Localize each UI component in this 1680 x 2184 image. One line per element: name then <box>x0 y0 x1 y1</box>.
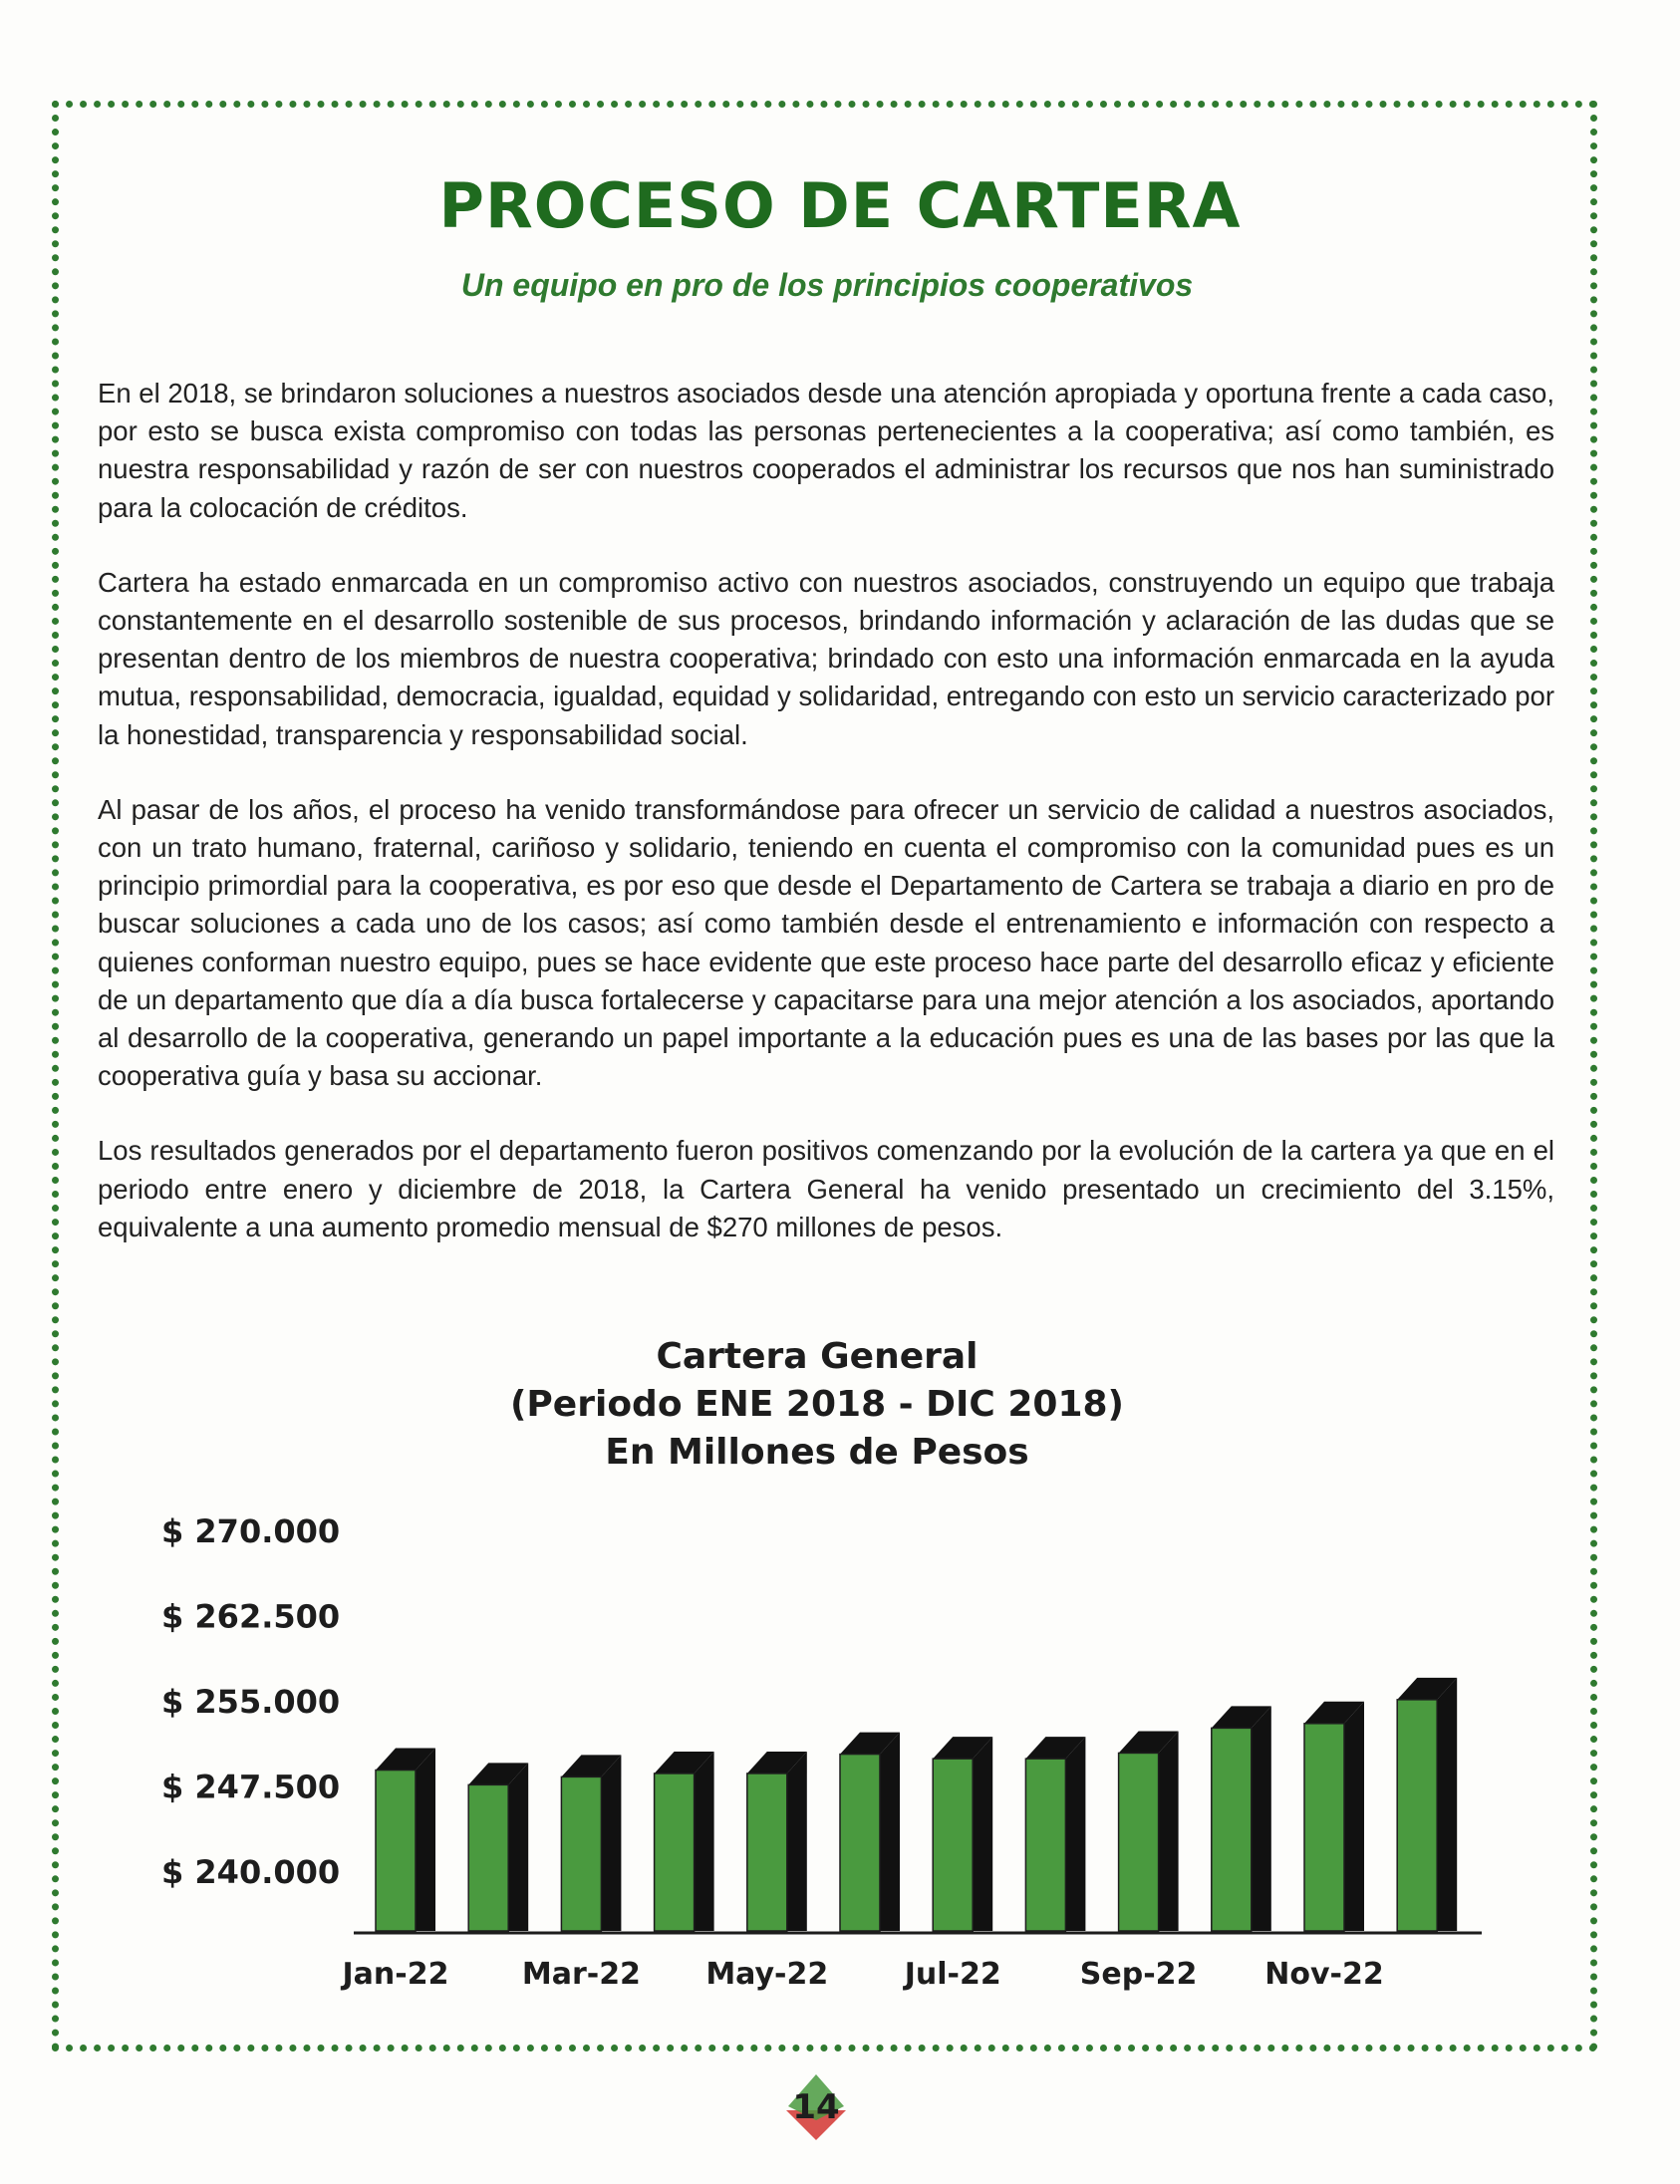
bar-front <box>655 1774 695 1931</box>
bar-Jul-22 <box>933 1737 992 1931</box>
bar-Apr-22 <box>655 1752 714 1931</box>
bar-side <box>1437 1678 1457 1931</box>
bar-front <box>840 1755 880 1931</box>
y-tick-label: $ 240.000 <box>161 1853 341 1891</box>
page-number: 14 <box>792 2087 840 2127</box>
paragraph-4: Los resultados generados por el departamento fueron positivos comenzando por la evolución de la cartera ya que en el periodo entre enero y diciembre de 2018, la Cartera General ha venido presentado un crecimiento del 3.15%, equivalente a una aumento promedio mensual de $270 millones de pesos. <box>98 1135 1554 1242</box>
bar-front <box>561 1776 601 1931</box>
page-subtitle: Un equipo en pro de los principios cooperativos <box>460 267 1194 303</box>
y-axis-ticks <box>161 1512 340 1891</box>
bar-side <box>973 1737 992 1931</box>
bar-Mar-22 <box>561 1755 621 1931</box>
x-tick-label: Mar-22 <box>521 1957 641 1992</box>
page-number-badge <box>780 2070 852 2142</box>
paragraph-1: En el 2018, se brindaron soluciones a nuestros asociados desde una atención apropiada y oportuna frente a cada caso, por esto se busca exista compromiso con todas las personas pertenecientes a la cooperativa; así como también, es nuestra responsabilidad y razón de ser con nuestros cooperados el administrar los recursos que nos han suministrado para la colocación de créditos. <box>98 378 1554 523</box>
x-tick-label: May-22 <box>705 1957 829 1992</box>
bar-front <box>1304 1724 1344 1931</box>
bar-front <box>933 1759 973 1931</box>
x-tick-label: Sep-22 <box>1079 1957 1198 1992</box>
bar-Aug-22 <box>1025 1737 1085 1931</box>
bar-front <box>1397 1700 1437 1931</box>
y-tick-label: $ 255.000 <box>161 1683 341 1721</box>
page-title: PROCESO DE CARTERA <box>438 169 1242 242</box>
bar-side <box>1252 1706 1271 1931</box>
x-tick-label: Jan-22 <box>342 1957 449 1992</box>
bar-front <box>468 1784 508 1931</box>
bar-front <box>1025 1759 1065 1931</box>
y-tick-label: $ 270.000 <box>161 1512 341 1550</box>
chart-title-line-2: (Periodo ENE 2018 - DIC 2018) <box>509 1384 1125 1425</box>
bars <box>376 1678 1457 1931</box>
bar-side <box>1065 1737 1085 1931</box>
bar-Oct-22 <box>1212 1706 1271 1931</box>
paragraph-3: Al pasar de los años, el proceso ha venido transformándose para ofrecer un servicio de calidad a nuestros asociados, con un trato humano, fraternal, cariñoso y solidario, teniendo en cuenta el compromiso con la comunidad pues es un principio primordial para la cooperativa, es por eso que desde el Departamento de Cartera se trabaja a diario en pro de buscar soluciones a cada uno de los casos; así como también desde el entrenamiento e información con respecto a quienes conforman nuestro equipo, pues se hace evidente que este proceso hace parte del desarrollo eficaz y eficiente de un departamento que día a día busca fortalecerse y capacitarse para una mejor atención a los asociados, aportando al desarrollo de la cooperativa, generando un papel importante a la educación pues es una de las bases por las que la cooperativa guía y basa su accionar. <box>98 793 1554 1092</box>
bar-front <box>747 1774 787 1931</box>
y-tick-label: $ 247.500 <box>161 1768 341 1806</box>
x-tick-label: Nov-22 <box>1264 1957 1384 1992</box>
bar-Dec-22 <box>1397 1678 1457 1931</box>
bar-Feb-22 <box>468 1763 528 1931</box>
chart-title-line-3: En Millones de Pesos <box>605 1432 1029 1473</box>
bar-side <box>601 1755 621 1931</box>
bar-side <box>1159 1731 1179 1931</box>
chart-title-line-1: Cartera General <box>656 1336 979 1377</box>
x-axis-ticks <box>341 1957 1384 1992</box>
bar-side <box>1344 1702 1364 1931</box>
x-tick-label: Jul-22 <box>904 1957 1001 1992</box>
bar-side <box>508 1763 528 1931</box>
y-tick-label: $ 262.500 <box>161 1597 341 1636</box>
bar-Sep-22 <box>1119 1731 1179 1931</box>
bar-May-22 <box>747 1752 807 1931</box>
bar-front <box>1212 1728 1252 1931</box>
bar-Jan-22 <box>376 1749 435 1931</box>
bar-side <box>787 1752 807 1931</box>
bar-Jun-22 <box>840 1733 900 1931</box>
bar-side <box>695 1752 714 1931</box>
bar-front <box>1119 1753 1159 1931</box>
bar-front <box>376 1771 416 1931</box>
bar-side <box>880 1733 900 1931</box>
paragraph-2: Cartera ha estado enmarcada en un compromiso activo con nuestros asociados, construyendo un equipo que trabaja constantemente en el desarrollo sostenible de sus procesos, brindando información y aclaración de las dudas que se presentan dentro de los miembros de nuestra cooperativa; brindado con esto una información enmarcada en la ayuda mutua, responsabilidad, democracia, igualdad, equidad y solidaridad, entregando con esto un servicio caracterizado por la honestidad, transparencia y responsabilidad social. <box>98 566 1554 750</box>
bar-side <box>416 1749 435 1931</box>
bar-Nov-22 <box>1304 1702 1364 1931</box>
